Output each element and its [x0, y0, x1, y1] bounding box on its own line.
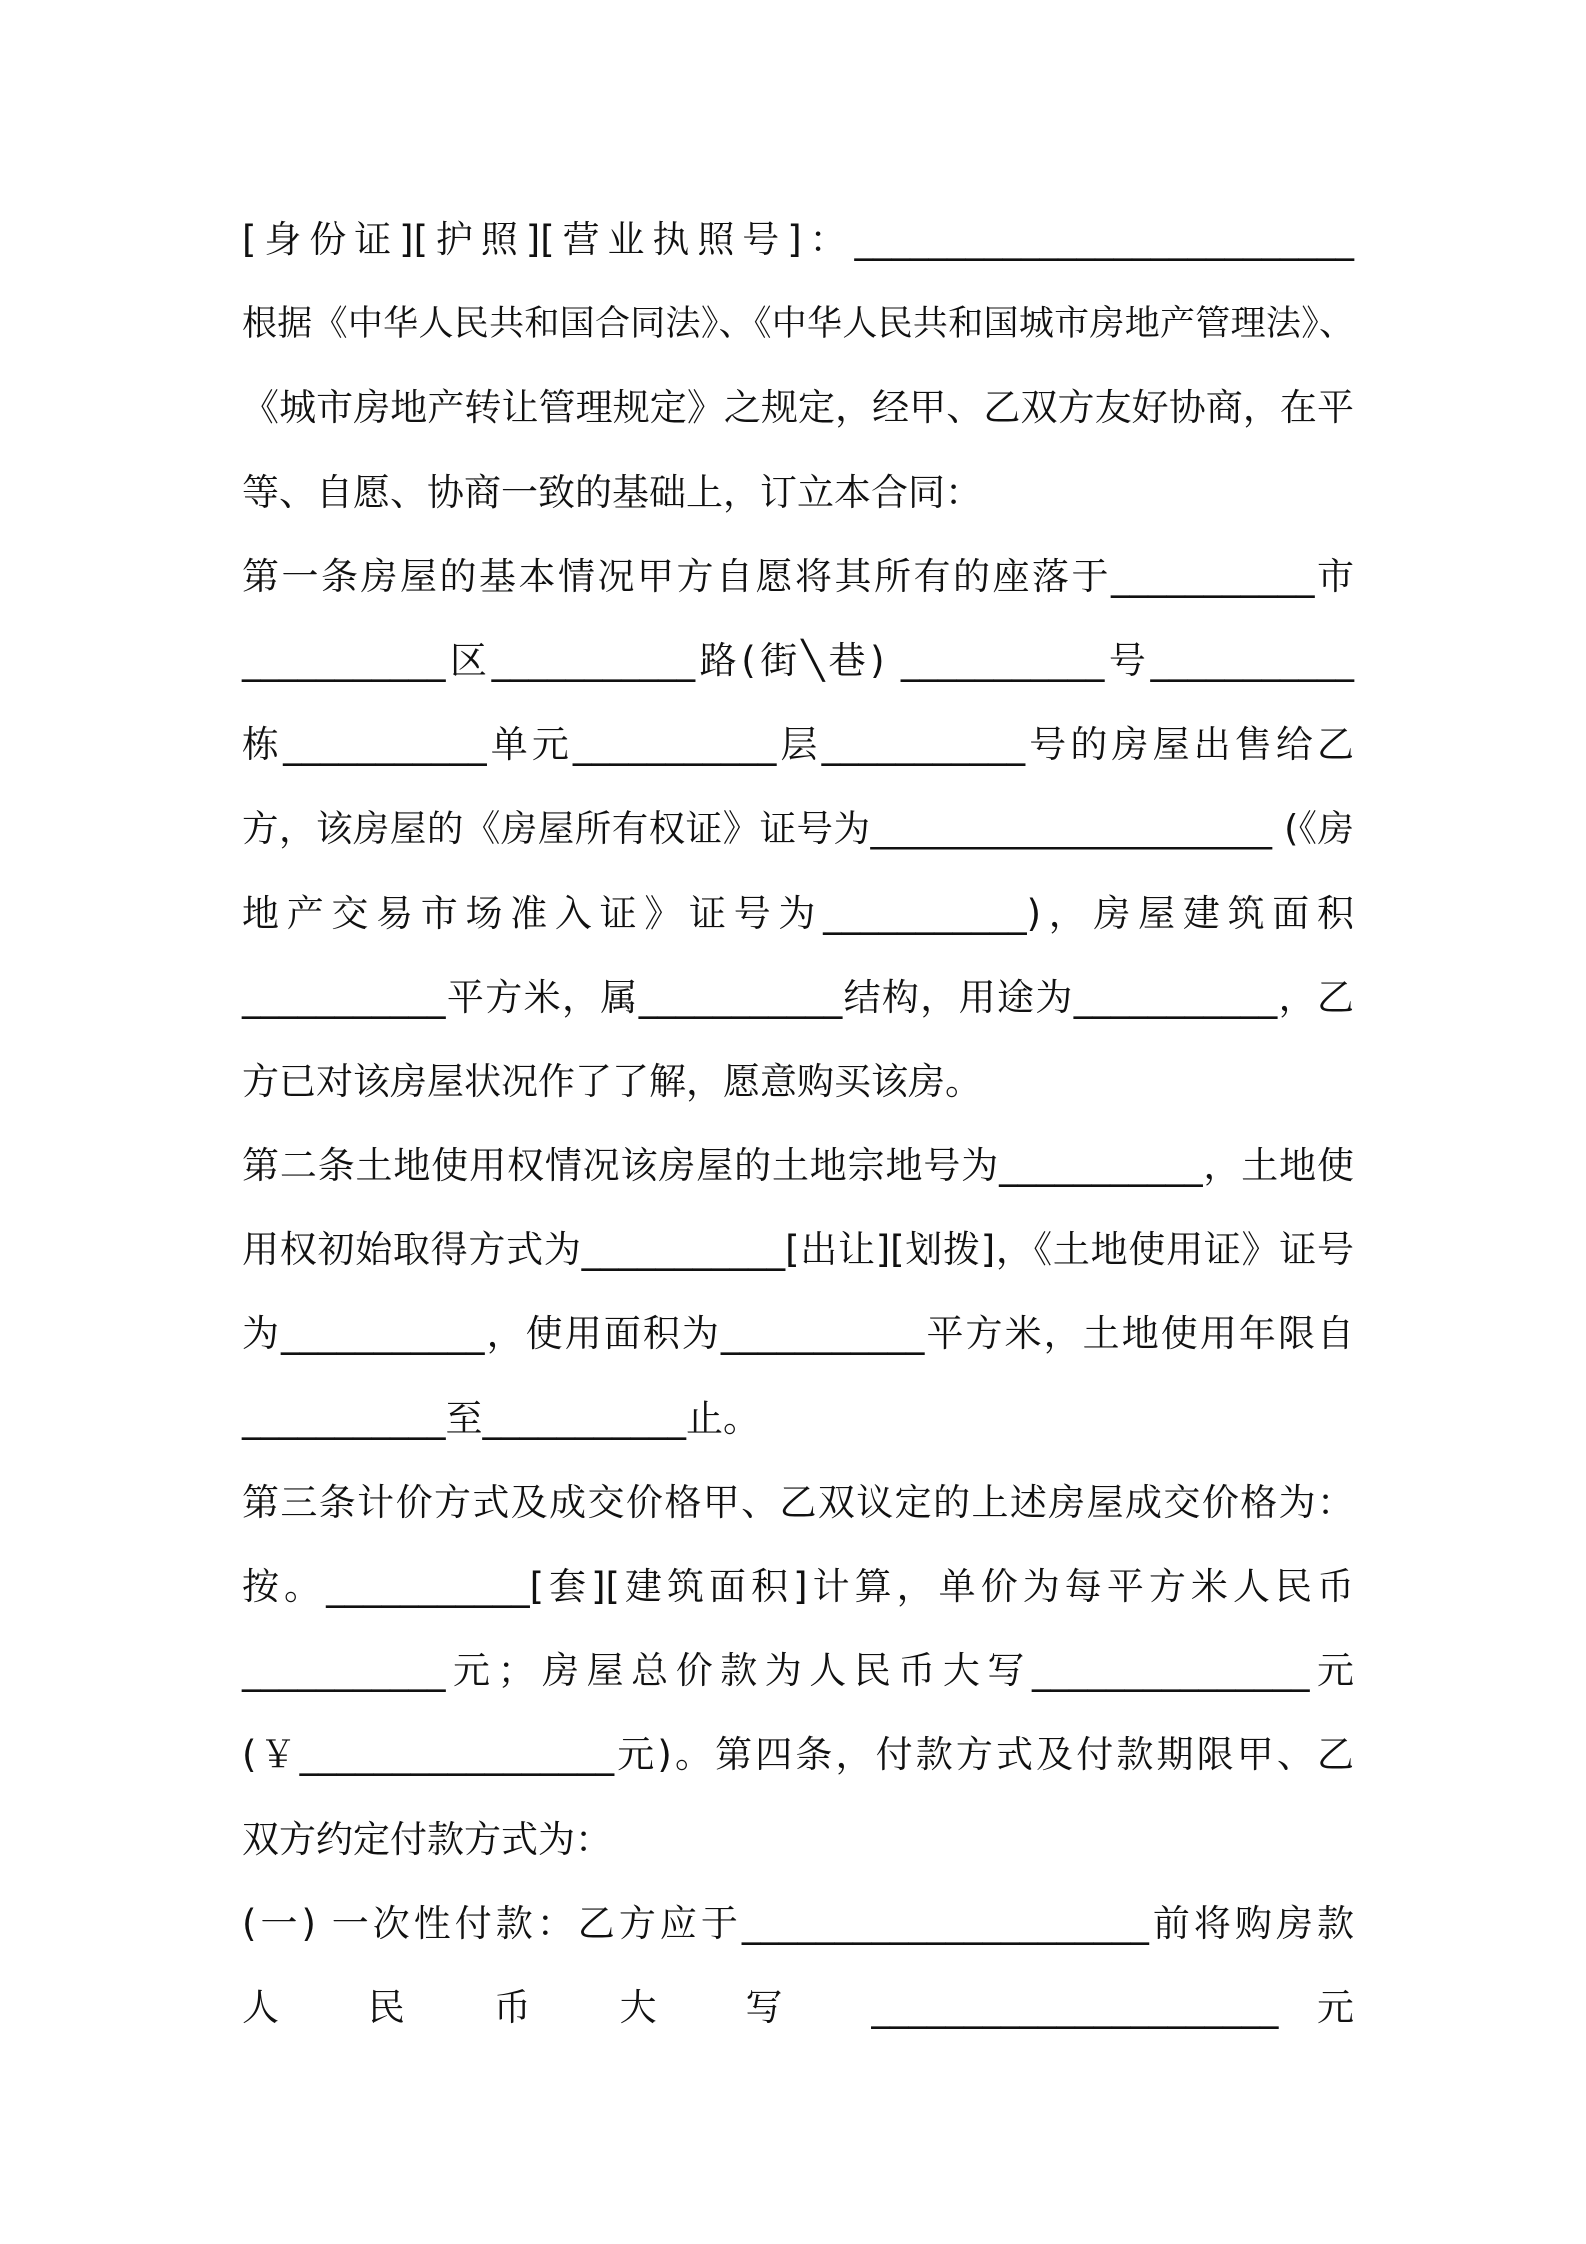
legal-basis-line-2: 《城市房地产转让管理规定》之规定，经甲、乙双方友好协商，在平: [242, 386, 1354, 430]
article-3-line-2: 按。___________[套][建筑面积]计算，单价为每平方米人民币: [242, 1565, 1354, 1608]
article-3-line-1: 第三条计价方式及成交价格甲、乙双议定的上述房屋成交价格为：: [242, 1480, 1354, 1524]
article-3-line-3: ___________元；房屋总价款为人民币大写_______________元: [242, 1649, 1354, 1693]
article-1-line-1: 第一条房屋的基本情况甲方自愿将其所有的座落于___________市: [242, 554, 1354, 598]
article-1-line-4: 方，该房屋的《房屋所有权证》证号为______________________ (《房: [242, 807, 1354, 851]
article-1-line-2: ___________区___________路(街╲巷) ___________号___________: [242, 638, 1354, 682]
id-number-line: [身份证][护照][营业执照号]：___________________________: [242, 218, 1354, 261]
article-1-line-7: 方已对该房屋状况作了了解，愿意购买该房。: [242, 1059, 982, 1103]
article-4-line-3: 人 民 币 大 写 ______________________元: [242, 1985, 1354, 2029]
article-3-line-4: (￥_________________元)。第四条，付款方式及付款期限甲、乙: [242, 1733, 1354, 1777]
article-4-line-1: 双方约定付款方式为：: [242, 1817, 612, 1861]
article-2-line-2: 用权初始取得方式为___________[出让][划拨]，《土地使用证》证号: [242, 1228, 1354, 1272]
article-4-line-2: (一) 一次性付款：乙方应于______________________前将购房款: [242, 1901, 1354, 1945]
article-2-line-4: ___________至___________止。: [242, 1396, 760, 1440]
article-1-line-5: 地产交易市场准入证》证号为___________)，房屋建筑面积: [242, 891, 1354, 935]
legal-basis-line-1: 根据《中华人民共和国合同法》、《中华人民共和国城市房地产管理法》、: [242, 304, 1354, 345]
article-2-line-1: 第二条土地使用权情况该房屋的土地宗地号为___________，土地使: [242, 1144, 1354, 1188]
legal-basis-line-3: 等、自愿、协商一致的基础上，订立本合同：: [242, 470, 982, 514]
article-1-line-3: 栋___________单元___________层___________号的房屋出售给乙: [242, 723, 1354, 767]
contract-body: [242, 198, 1354, 2050]
article-2-line-3: 为___________，使用面积为___________平方米，土地使用年限自: [242, 1312, 1354, 1356]
article-1-line-6: ___________平方米，属___________结构，用途为___________，乙: [242, 975, 1354, 1019]
